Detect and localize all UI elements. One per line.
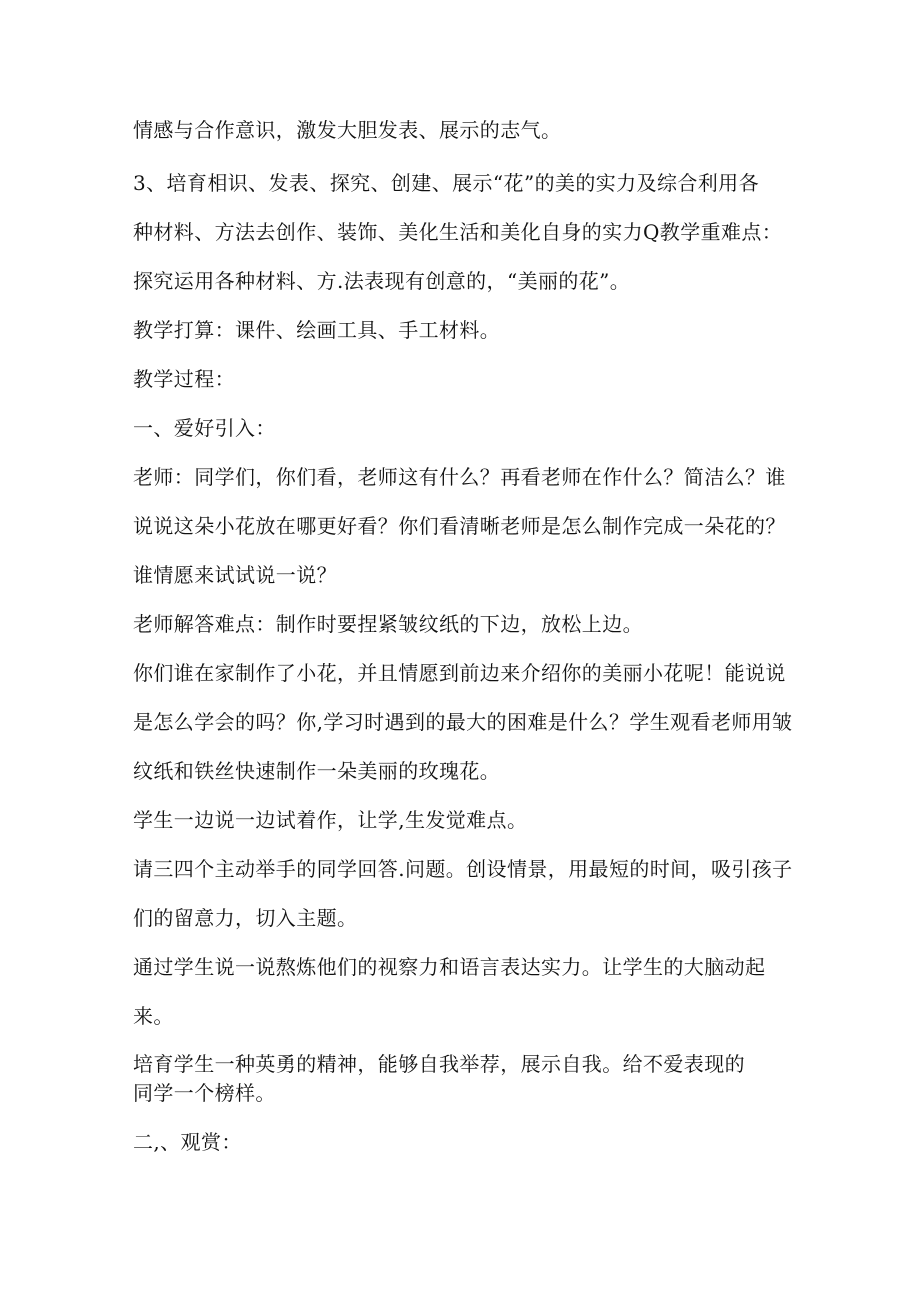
- text-line: 老师解答难点：制作时要捏紧皱纹纸的下边，放松上边。: [133, 612, 643, 636]
- text-line: 们的留意力，切入主题。: [133, 906, 358, 930]
- text-line: 3、培育相识、发表、探究、创建、展示“花”的美的实力及综合利用各: [133, 171, 759, 195]
- text-line: 同学一个榜样。: [133, 1081, 276, 1105]
- text-line: 来。: [133, 1004, 174, 1028]
- text-line: 种材料、方法去创作、装饰、美化生活和美化自身的实力Q教学重难点：: [133, 220, 783, 244]
- text-line: 请三四个主动举手的同学回答.问题。创设情景，用最短的时间，吸引孩子: [133, 857, 793, 881]
- text-line: 谁情愿来试试说一说？: [133, 563, 337, 587]
- text-line: 学生一边说一边试着作，让学,生发觉难点。: [133, 808, 528, 832]
- text-line: 老师：同学们，你们看，老师这有什么？再看老师在作什么？简洁么？谁: [133, 465, 786, 489]
- text-line: 你们谁在家制作了小花，并且情愿到前边来介绍你的美丽小花呢！能说说: [133, 661, 786, 685]
- text-line: 培育学生一种英勇的精神，能够自我举荐，展示自我。给不爱表现的: [133, 1052, 745, 1076]
- text-line: 纹纸和铁丝快速制作一朵美丽的玫瑰花。: [133, 759, 501, 783]
- text-line: 是怎么学会的吗？你,学习时遇到的最大的困难是什么？学生观看老师用皱: [133, 710, 793, 734]
- text-line: 说说这朵小花放在哪更好看？你们看清晰老师是怎么制作完成一朵花的？: [133, 514, 786, 538]
- text-line: 教学过程：: [133, 367, 235, 391]
- text-line: 通过学生说一说熬炼他们的视察力和语言表达实力。让学生的大脑动起: [133, 955, 766, 979]
- text-line: 一、爱好引入：: [133, 416, 276, 440]
- text-line: 探究运用各种材料、方.法表现有创意的，“美丽的花”。: [133, 269, 631, 293]
- text-line: 二,、观赏：: [133, 1130, 242, 1154]
- text-line: 教学打算：课件、绘画工具、手工材料。: [133, 318, 501, 342]
- text-line: 情感与合作意识，激发大胆发表、展示的志气。: [133, 118, 562, 142]
